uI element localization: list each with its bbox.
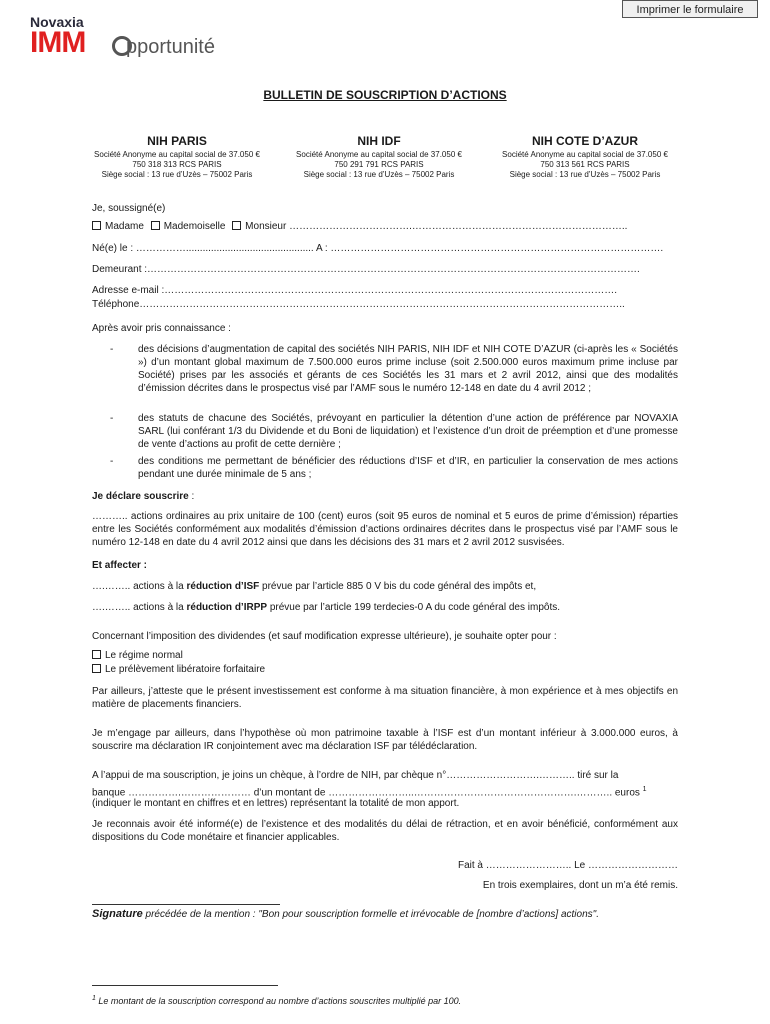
bullet-text: des décisions d’augmentation de capital des sociétés NIH PARIS, NIH IDF et NIH COTE D’AZUR (ci-après les « Sociétés ») d’un montant global maximum de 7.500.000 euros prime incluse (soit 2.500.000 euros maximum prime incluse par Société) prises par les associés et gérants de ces Sociétés les 31 mars et 2 avril 2012, ainsi que des modalités d’émission décrites dans le prospectus visé par l’AMF sous le numéro 12-148 en date du 4 avril 2012 ; — [138, 344, 678, 394]
email-field[interactable]: Adresse e-mail :………………………………………………………………………………………………………………………. — [92, 285, 618, 296]
footnote-number: 1 — [92, 995, 96, 1002]
company-nih-paris — [72, 136, 282, 180]
isf-line — [92, 580, 678, 593]
company-rcs: 750 291 791 RCS PARIS — [334, 160, 424, 169]
footnote-text: Le montant de la souscription correspond au nombre d’actions souscrites multiplié par 100. — [95, 996, 462, 1006]
company-nih-idf — [274, 136, 484, 180]
company-rcs: 750 313 561 RCS PARIS — [540, 160, 630, 169]
declare-colon: : — [188, 491, 195, 502]
list-item — [110, 455, 678, 481]
atteste-text: Par ailleurs, j’atteste que le présent investissement est conforme à ma situation financière, à mon expérience et à mes objectifs en matière de placements financiers. — [92, 686, 678, 710]
apport-text: (indiquer le montant en chiffres et en lettres) représentant la totalité de mon apport. — [92, 798, 460, 809]
affecter-label: Et affecter : — [92, 560, 148, 571]
birth-date-field[interactable]: Né(e) le : …………….............................................. — [92, 243, 314, 254]
mademoiselle-checkbox[interactable] — [151, 221, 160, 230]
isf-label: réduction d’ISF — [186, 581, 260, 592]
regime-normal-label: Le régime normal — [105, 650, 183, 661]
list-item — [110, 343, 678, 395]
company-capital: Société Anonyme au capital social de 37.050 € — [94, 150, 260, 159]
bullet-dash: - — [110, 456, 114, 467]
company-name: NIH PARIS — [147, 134, 207, 148]
declare-heading — [92, 490, 678, 503]
monsieur-label: Monsieur — [245, 221, 287, 232]
signature-mention — [92, 908, 678, 921]
cheque-line[interactable]: A l’appui de ma souscription, je joins un chèque, à l’ordre de NIH, par chèque n°……………………….……….. tiré sur la — [92, 770, 619, 781]
company-nih-cote-dazur — [480, 136, 690, 180]
footnote-divider — [92, 985, 278, 986]
logo-opportunite: pportunité — [126, 36, 215, 58]
company-siege: Siège social : 13 rue d’Uzès – 75002 Paris — [101, 170, 253, 179]
footnote-ref: 1 — [642, 786, 647, 793]
reconnais-text: Je reconnais avoir été informé(e) de l’existence et des modalités du délai de rétraction, et en avoir bénéficié, conformément aux dispositions du Code monétaire et financier applicables. — [92, 819, 678, 843]
bullet-dash: - — [110, 344, 114, 355]
irpp-line — [92, 601, 678, 614]
madame-checkbox[interactable] — [92, 221, 101, 230]
company-capital: Société Anonyme au capital social de 37.050 € — [296, 150, 462, 159]
logo-brand: Novaxia — [30, 14, 84, 30]
company-name: NIH IDF — [357, 134, 401, 148]
birth-row — [92, 242, 678, 255]
dividendes-text: Concernant l’imposition des dividendes (et sauf modification expresse ultérieure), je souhaite opter pour : — [92, 631, 557, 642]
bank-amount-field[interactable]: banque …………….………………… d’un montant de ……………………..………………………………………….……….. euros — [92, 787, 640, 799]
signature-text: précédée de la mention : "Bon pour souscription formelle et irrévocable de [nombre d’actions] actions". — [142, 909, 599, 920]
company-siege: Siège social : 13 rue d’Uzès – 75002 Paris — [303, 170, 455, 179]
soussigne-label: Je, soussigné(e) — [92, 203, 166, 214]
regime-normal-option — [92, 649, 678, 662]
logo — [30, 14, 250, 64]
civility-row — [92, 220, 678, 233]
isf-shares-field[interactable]: ….…….. actions à la — [92, 581, 187, 592]
regime-normal-checkbox[interactable] — [92, 650, 101, 659]
company-name: NIH COTE D’AZUR — [532, 134, 638, 148]
divider — [92, 904, 280, 905]
prelevement-option — [92, 663, 678, 676]
exemplaires-text: En trois exemplaires, dont un m’a été remis. — [482, 880, 678, 891]
bullet-text: des conditions me permettant de bénéficier des réductions d’ISF et d’IR, en particulier la conservation de mes actions pendant une durée minimale de 5 ans ; — [138, 456, 678, 480]
apres-label: Après avoir pris connaissance : — [92, 323, 231, 334]
mademoiselle-label: Mademoiselle — [163, 221, 226, 232]
fait-field[interactable]: Fait à …………………….. Le ……………………… — [457, 860, 678, 871]
signature-label: Signature — [92, 908, 143, 920]
list-item — [110, 412, 678, 451]
company-siege: Siège social : 13 rue d’Uzès – 75002 Paris — [509, 170, 661, 179]
madame-label: Madame — [105, 221, 144, 232]
document-title: BULLETIN DE SOUSCRIPTION D’ACTIONS — [263, 88, 507, 102]
footnote — [92, 992, 678, 1008]
irpp-label: réduction d’IRPP — [186, 602, 268, 613]
birth-place-field[interactable]: A : ………………………………………………………………………………………. — [315, 243, 664, 254]
engage-text: Je m’engage par ailleurs, dans l’hypothèse où mon patrimoine taxable à l’ISF est d’un montant inférieur à 3.000.000 euros, à souscrire ma déclaration IR conjointement avec ma déclaration ISF par télédéclaration. — [92, 728, 678, 752]
prelevement-checkbox[interactable] — [92, 664, 101, 673]
irpp-text: prévue par l’article 199 terdecies-0 A du code général des impôts. — [267, 602, 560, 613]
declare-label: Je déclare souscrire — [92, 491, 189, 502]
irpp-shares-field[interactable]: ….…….. actions à la — [92, 602, 187, 613]
monsieur-checkbox[interactable] — [232, 221, 241, 230]
company-capital: Société Anonyme au capital social de 37.050 € — [502, 150, 668, 159]
phone-field[interactable]: Téléphone……………………………………………………………………………………………………………………………….. — [92, 299, 625, 310]
bullet-dash: - — [110, 413, 114, 424]
declare-text: ……….. actions ordinaires au prix unitaire de 100 (cent) euros (soit 95 euros de nominal et 5 euros de prime d’émission) réparties entre les Sociétés conformément aux modalités d’émission d’actions ordinaires décrites dans le prospectus visé par l’AMF sous le numéro 12-148 en date du 4 avril 2012 ainsi que dans les décisions des 31 mars et 2 avril 2012 susvisées. — [92, 511, 678, 548]
company-rcs: 750 318 313 RCS PARIS — [132, 160, 222, 169]
isf-text: prévue par l’article 885 0 V bis du code général des impôts et, — [259, 581, 537, 592]
address-field[interactable]: Demeurant :…………………………………………………………………………………………………………………………………. — [92, 264, 640, 275]
name-field[interactable]: ……………………………….……………………………………………………….. — [289, 221, 628, 232]
prelevement-label: Le prélèvement libératoire forfaitaire — [105, 664, 266, 675]
print-form-button[interactable]: Imprimer le formulaire — [622, 0, 758, 18]
logo-immo: IMM — [30, 26, 86, 59]
bullet-text: des statuts de chacune des Sociétés, prévoyant en particulier la détention d’une action de préférence par NOVAXIA SARL (lui conférant 1/3 du Dividende et du Boni de liquidation) et l’existence d’un droit de préemption et d’une promesse de vente d’actions au profit de cette dernière ; — [138, 413, 678, 450]
